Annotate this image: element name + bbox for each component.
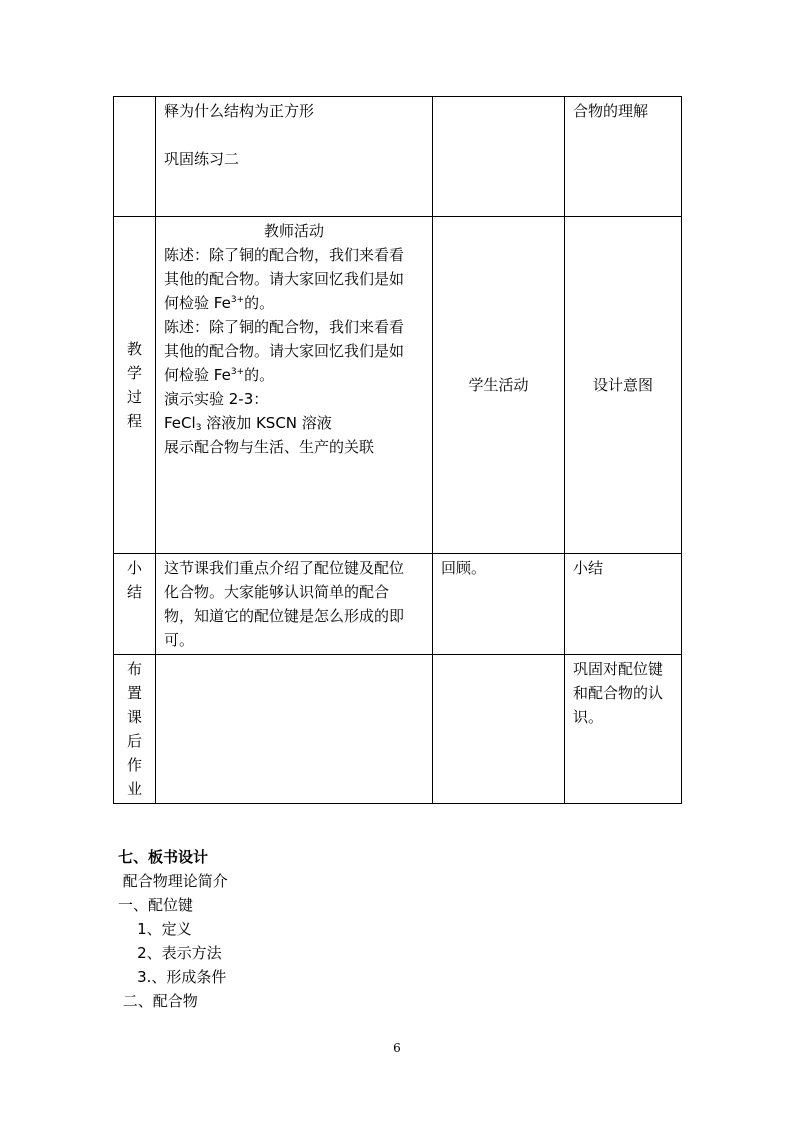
section-heading: 七、板书设计 (118, 848, 209, 866)
content-line: 这节课我们重点介绍了配位键及配位 (164, 559, 405, 577)
row-label-homework (114, 655, 156, 804)
board-line: 一、配位键 (118, 896, 194, 914)
teacher-activity-title: 教师活动 (263, 222, 324, 240)
content-cell (156, 97, 433, 217)
subscript: 3 (195, 423, 202, 433)
intent-header: 设计意图 (592, 376, 653, 394)
content-cell (156, 217, 433, 554)
intent-line: 识。 (573, 708, 604, 726)
content-line: 陈述：除了铜的配合物，我们来看看 (164, 246, 405, 264)
label-char: 结 (126, 583, 142, 601)
label-char: 学 (126, 364, 142, 382)
table-row (114, 655, 682, 804)
intent-line: 巩固对配位键 (573, 660, 664, 678)
superscript: 3+ (230, 295, 245, 305)
content-line: 释为什么结构为正方形 (164, 102, 315, 120)
row-label-summary (114, 554, 156, 655)
intent-text: 合物的理解 (573, 102, 649, 120)
text-pre: 何检验 Fe (164, 366, 231, 384)
content-cell (156, 554, 433, 655)
board-line: 3.、形成条件 (118, 968, 227, 986)
table-row (114, 217, 682, 554)
text-post: 的。 (244, 294, 275, 312)
label-char: 小 (126, 559, 142, 577)
intent-cell (565, 554, 682, 655)
label-char: 课 (126, 708, 142, 726)
page-number: 6 (393, 1041, 401, 1055)
intent-text: 小结 (573, 559, 604, 577)
intent-cell (565, 655, 682, 804)
label-char: 过 (126, 388, 142, 406)
superscript: 3+ (230, 367, 245, 377)
text-post: 的。 (244, 366, 275, 384)
board-design-section (118, 845, 228, 1013)
label-char: 业 (126, 780, 142, 798)
content-line (164, 291, 424, 315)
content-line: 陈述：除了铜的配合物，我们来看看 (164, 318, 405, 336)
student-cell (433, 655, 565, 804)
board-line: 二、配合物 (118, 992, 198, 1010)
text-post: 溶液加 KSCN 溶液 (201, 414, 332, 432)
content-line: 化合物。大家能够认识简单的配合 (164, 583, 390, 601)
label-char: 教 (126, 340, 142, 358)
content-line: 可。 (164, 631, 195, 649)
intent-line: 和配合物的认 (573, 684, 664, 702)
student-text: 回顾。 (441, 559, 487, 577)
intent-cell (565, 217, 682, 554)
content-line: 其他的配合物。请大家回忆我们是如 (164, 342, 405, 360)
table-row (114, 97, 682, 217)
content-line: 物，知道它的配位键是怎么形成的即 (164, 607, 405, 625)
label-char: 程 (126, 412, 142, 430)
content-line: 其他的配合物。请大家回忆我们是如 (164, 270, 405, 288)
board-line: 1、定义 (118, 920, 192, 938)
label-char: 布 (126, 660, 142, 678)
intent-cell (565, 97, 682, 217)
content-line (164, 363, 424, 387)
label-char: 后 (126, 732, 142, 750)
content-line (164, 411, 424, 435)
content-cell (156, 655, 433, 804)
content-line: 巩固练习二 (164, 150, 240, 168)
lesson-plan-table (113, 96, 682, 804)
student-header: 学生活动 (468, 376, 529, 394)
content-line: 展示配合物与生活、生产的关联 (164, 438, 375, 456)
board-line: 配合物理论简介 (118, 872, 228, 890)
row-label-empty (114, 97, 156, 217)
student-cell (433, 554, 565, 655)
text-pre: 何检验 Fe (164, 294, 231, 312)
student-cell (433, 97, 565, 217)
blank-line (164, 123, 424, 147)
row-label-process (114, 217, 156, 554)
table-row (114, 554, 682, 655)
board-line: 2、表示方法 (118, 944, 222, 962)
text-pre: FeCl (164, 414, 196, 432)
content-line: 演示实验 2-3： (164, 390, 269, 408)
student-cell (433, 217, 565, 554)
label-char: 置 (126, 684, 142, 702)
label-char: 作 (126, 756, 142, 774)
